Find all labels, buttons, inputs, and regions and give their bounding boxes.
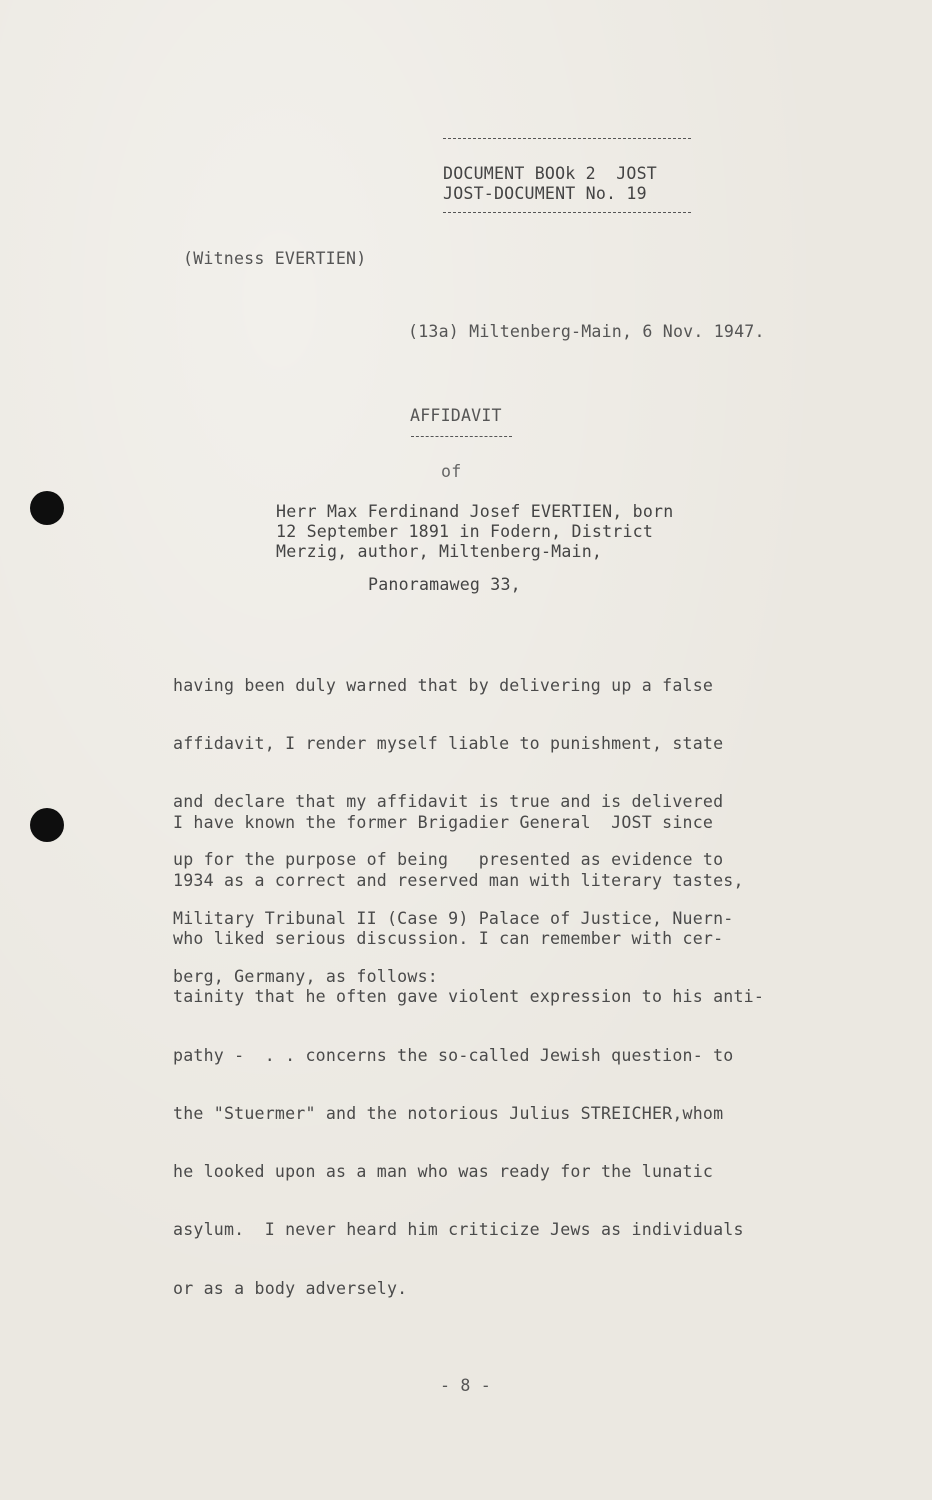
paragraph-line: the "Stuermer" and the notorious Julius STREICHER,whom	[173, 1103, 724, 1123]
title-underline	[411, 436, 512, 437]
paragraph-line: having been duly warned that by delivering up a false	[173, 675, 714, 695]
witness-label: (Witness EVERTIEN)	[183, 249, 367, 268]
paragraph-line: up for the purpose of being presented as evidence to	[173, 850, 724, 870]
header-document-book: DOCUMENT BOOk 2 JOST	[443, 164, 657, 183]
paragraph-line: asylum. I never heard him criticize Jews as individuals	[173, 1220, 744, 1240]
affiant-line-4: Panoramaweg 33,	[368, 575, 521, 594]
paragraph-line: I have known the former Brigadier General JOST since	[173, 812, 714, 832]
paragraph-line: affidavit, I render myself liable to punishment, state	[173, 734, 724, 754]
paragraph-line: tainity that he often gave violent expression to his anti-	[173, 987, 765, 1007]
paragraph-line: 1934 as a correct and reserved man with literary tastes,	[173, 871, 744, 891]
paragraph-line: and declare that my affidavit is true and is delivered	[173, 792, 724, 812]
paragraph-line: pathy - . . concerns the so-called Jewish question- to	[173, 1045, 734, 1065]
affiant-line-3: Merzig, author, Miltenberg-Main,	[276, 542, 603, 561]
punch-hole-top	[30, 491, 64, 525]
affiant-line-2: 12 September 1891 in Fodern, District	[276, 522, 654, 541]
paragraph-testimony	[173, 774, 863, 1337]
paragraph-line: he looked upon as a man who was ready for the lunatic	[173, 1162, 714, 1182]
place-date: (13a) Miltenberg-Main, 6 Nov. 1947.	[408, 322, 765, 341]
header-rule-top	[443, 138, 691, 139]
header-rule-bottom	[443, 212, 691, 213]
paragraph-line: who liked serious discussion. I can remember with cer-	[173, 929, 724, 949]
paragraph-line: or as a body adversely.	[173, 1278, 408, 1298]
header-document-number: JOST-DOCUMENT No. 19	[443, 184, 647, 203]
of-label: of	[441, 462, 462, 481]
page-number: - 8 -	[440, 1376, 491, 1395]
paragraph-line: Military Tribunal II (Case 9) Palace of Justice, Nuern-	[173, 908, 734, 928]
affiant-line-1: Herr Max Ferdinand Josef EVERTIEN, born	[276, 502, 674, 521]
paragraph-line: berg, Germany, as follows:	[173, 966, 438, 986]
document-title: AFFIDAVIT	[410, 406, 502, 425]
punch-hole-bottom	[30, 808, 64, 842]
